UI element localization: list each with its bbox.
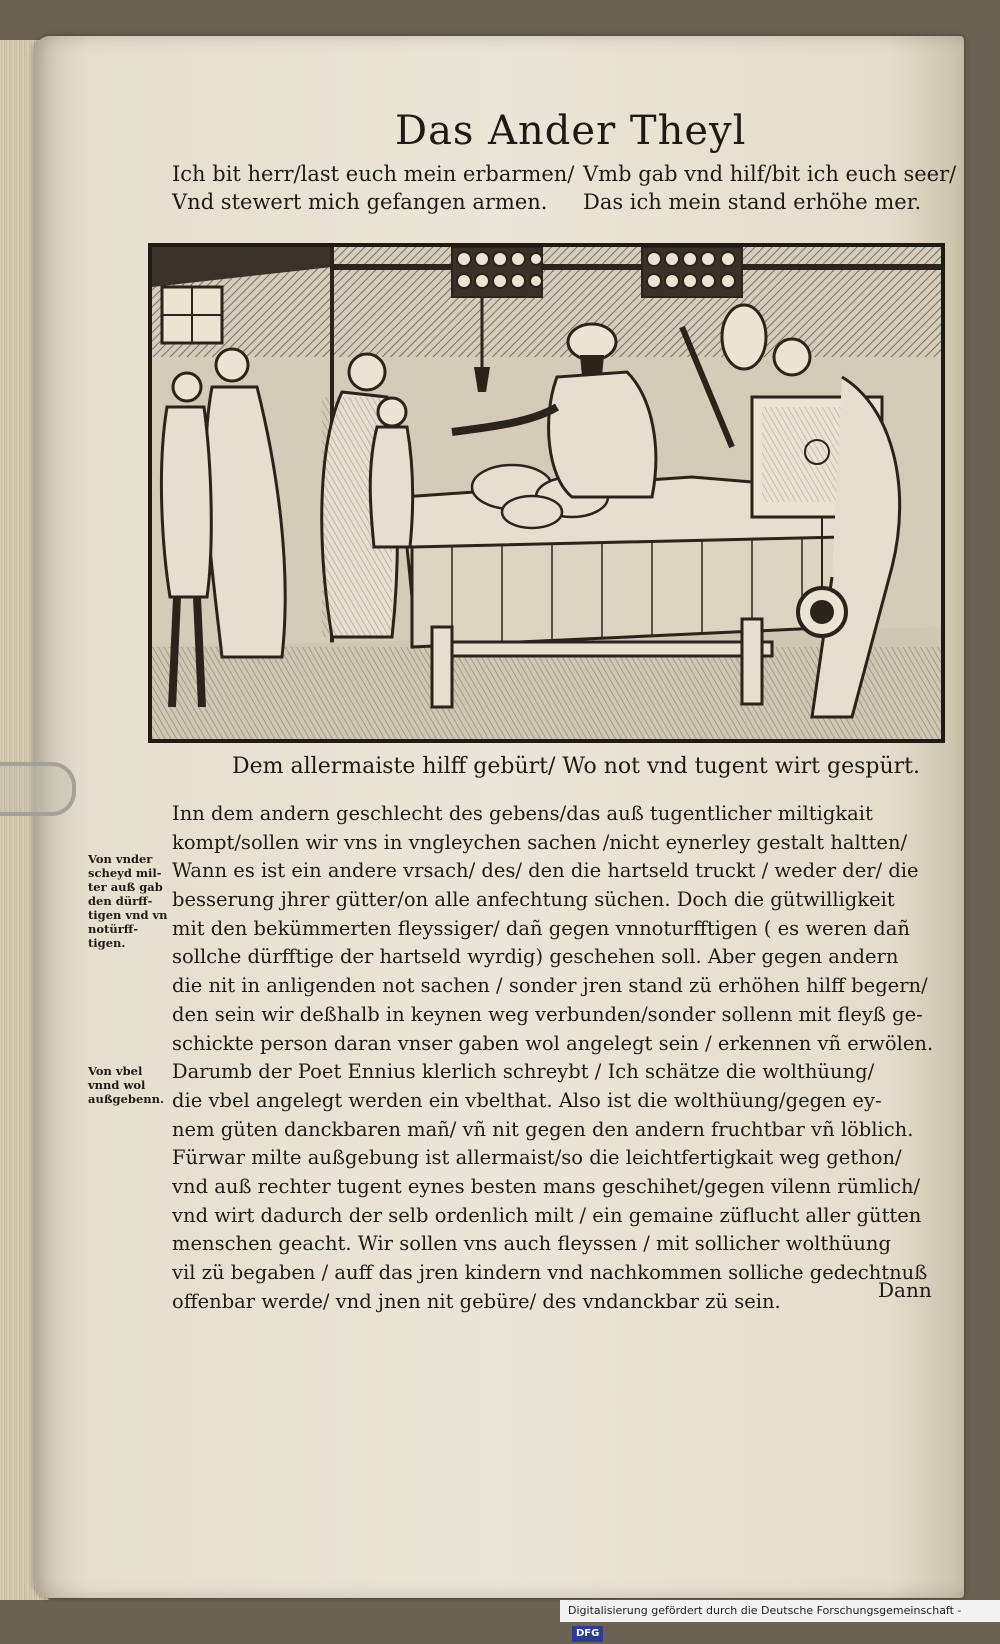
verse-left-line-2: Vnd stewert mich gefangen armen. — [172, 190, 548, 214]
main-text-block — [172, 800, 942, 1316]
body-line-18: offenbar werde/ vnd jnen nit gebüre/ des vndanckbar zü sein. — [172, 1289, 781, 1313]
body-line-13: Fürwar milte außgebung ist allermaist/so die leichtfertigkait weg gethon/ — [172, 1146, 902, 1170]
woodcut-drawing — [152, 247, 941, 739]
body-line-12: nem güten danckbaren mañ/ vñ nit gegen den andern fruchtbar vñ löblich. — [172, 1117, 914, 1141]
body-line-10: Darumb der Poet Ennius klerlich schreybt / Ich schätze die wolthüung/ — [172, 1060, 875, 1084]
illustration-caption: Dem allermaiste hilff gebürt/ Wo not vnd tugent wirt gespürt. — [232, 754, 920, 779]
body-line-3: Wann es ist ein andere vrsach/ des/ den die hartseld truckt / weder der/ die — [172, 859, 919, 883]
body-line-16: menschen geacht. Wir sollen vns auch fleyssen / mit sollicher wolthüung — [172, 1232, 891, 1256]
margin-note-1: Von vnder scheyd mil- ter auß gab den dürff- tigen vnd vn notürff- tigen. — [88, 852, 168, 950]
body-line-9: schickte person daran vnser gaben wol angelegt sein / erkennen vñ erwölen. — [172, 1031, 934, 1055]
body-line-6: sollche dürfftige der hartseld wyrdig) geschehen soll. Aber gegen andern — [172, 945, 899, 969]
footer-credit: Digitalisierung gefördert durch die Deutsche Forschungsgemeinschaft - — [568, 1604, 962, 1617]
dfg-logo: DFG — [572, 1626, 603, 1642]
verse-right-line-1: Vmb gab vnd hilf/bit ich euch seer/ — [583, 162, 957, 186]
body-line-14: vnd auß rechter tugent eynes besten mans geschihet/gegen vilenn rümlich/ — [172, 1174, 921, 1198]
body-line-2: kompt/sollen wir vns in vngleychen sachen /nicht eynerley gestalt haltten/ — [172, 830, 908, 854]
catchword: Dann — [878, 1278, 932, 1302]
running-title: Das Ander Theyl — [395, 108, 747, 154]
digitization-footer — [560, 1600, 1000, 1639]
body-line-1: Inn dem andern geschlecht des gebens/das auß tugentlicher miltigkait — [172, 802, 873, 825]
verse-left-line-1: Ich bit herr/last euch mein erbarmen/ — [172, 162, 575, 186]
verse-right — [583, 160, 956, 216]
margin-note-2: Von vbel vnnd wol außgebenn. — [88, 1064, 164, 1106]
body-line-17: vil zü begaben / auff das jren kindern vnd nachkommen solliche gedechtnuß — [172, 1261, 928, 1284]
woodcut-illustration — [148, 243, 945, 743]
body-line-8: den sein wir deßhalb in keynen weg verbunden/sonder sollenn mit fleyß ge- — [172, 1002, 923, 1026]
body-line-5: mit den bekümmerten fleyssiger/ dañ gegen vnnoturfftigen ( es weren dañ — [172, 916, 910, 940]
body-line-7: die nit in anligenden not sachen / sonder jren stand zü erhöhen hilff begern/ — [172, 974, 928, 998]
body-line-15: vnd wirt dadurch der selb ordenlich milt / ein gemaine züflucht aller gütten — [172, 1203, 922, 1227]
verse-left — [172, 160, 574, 216]
page-clip — [0, 762, 76, 816]
body-line-11: die vbel angelegt werden ein vbelthat. Also ist die wolthüung/gegen ey- — [172, 1088, 882, 1112]
body-line-4: besserung jhrer gütter/on alle anfechtung süchen. Doch die gütwilligkeit — [172, 888, 895, 912]
verse-right-line-2: Das ich mein stand erhöhe mer. — [583, 190, 922, 214]
